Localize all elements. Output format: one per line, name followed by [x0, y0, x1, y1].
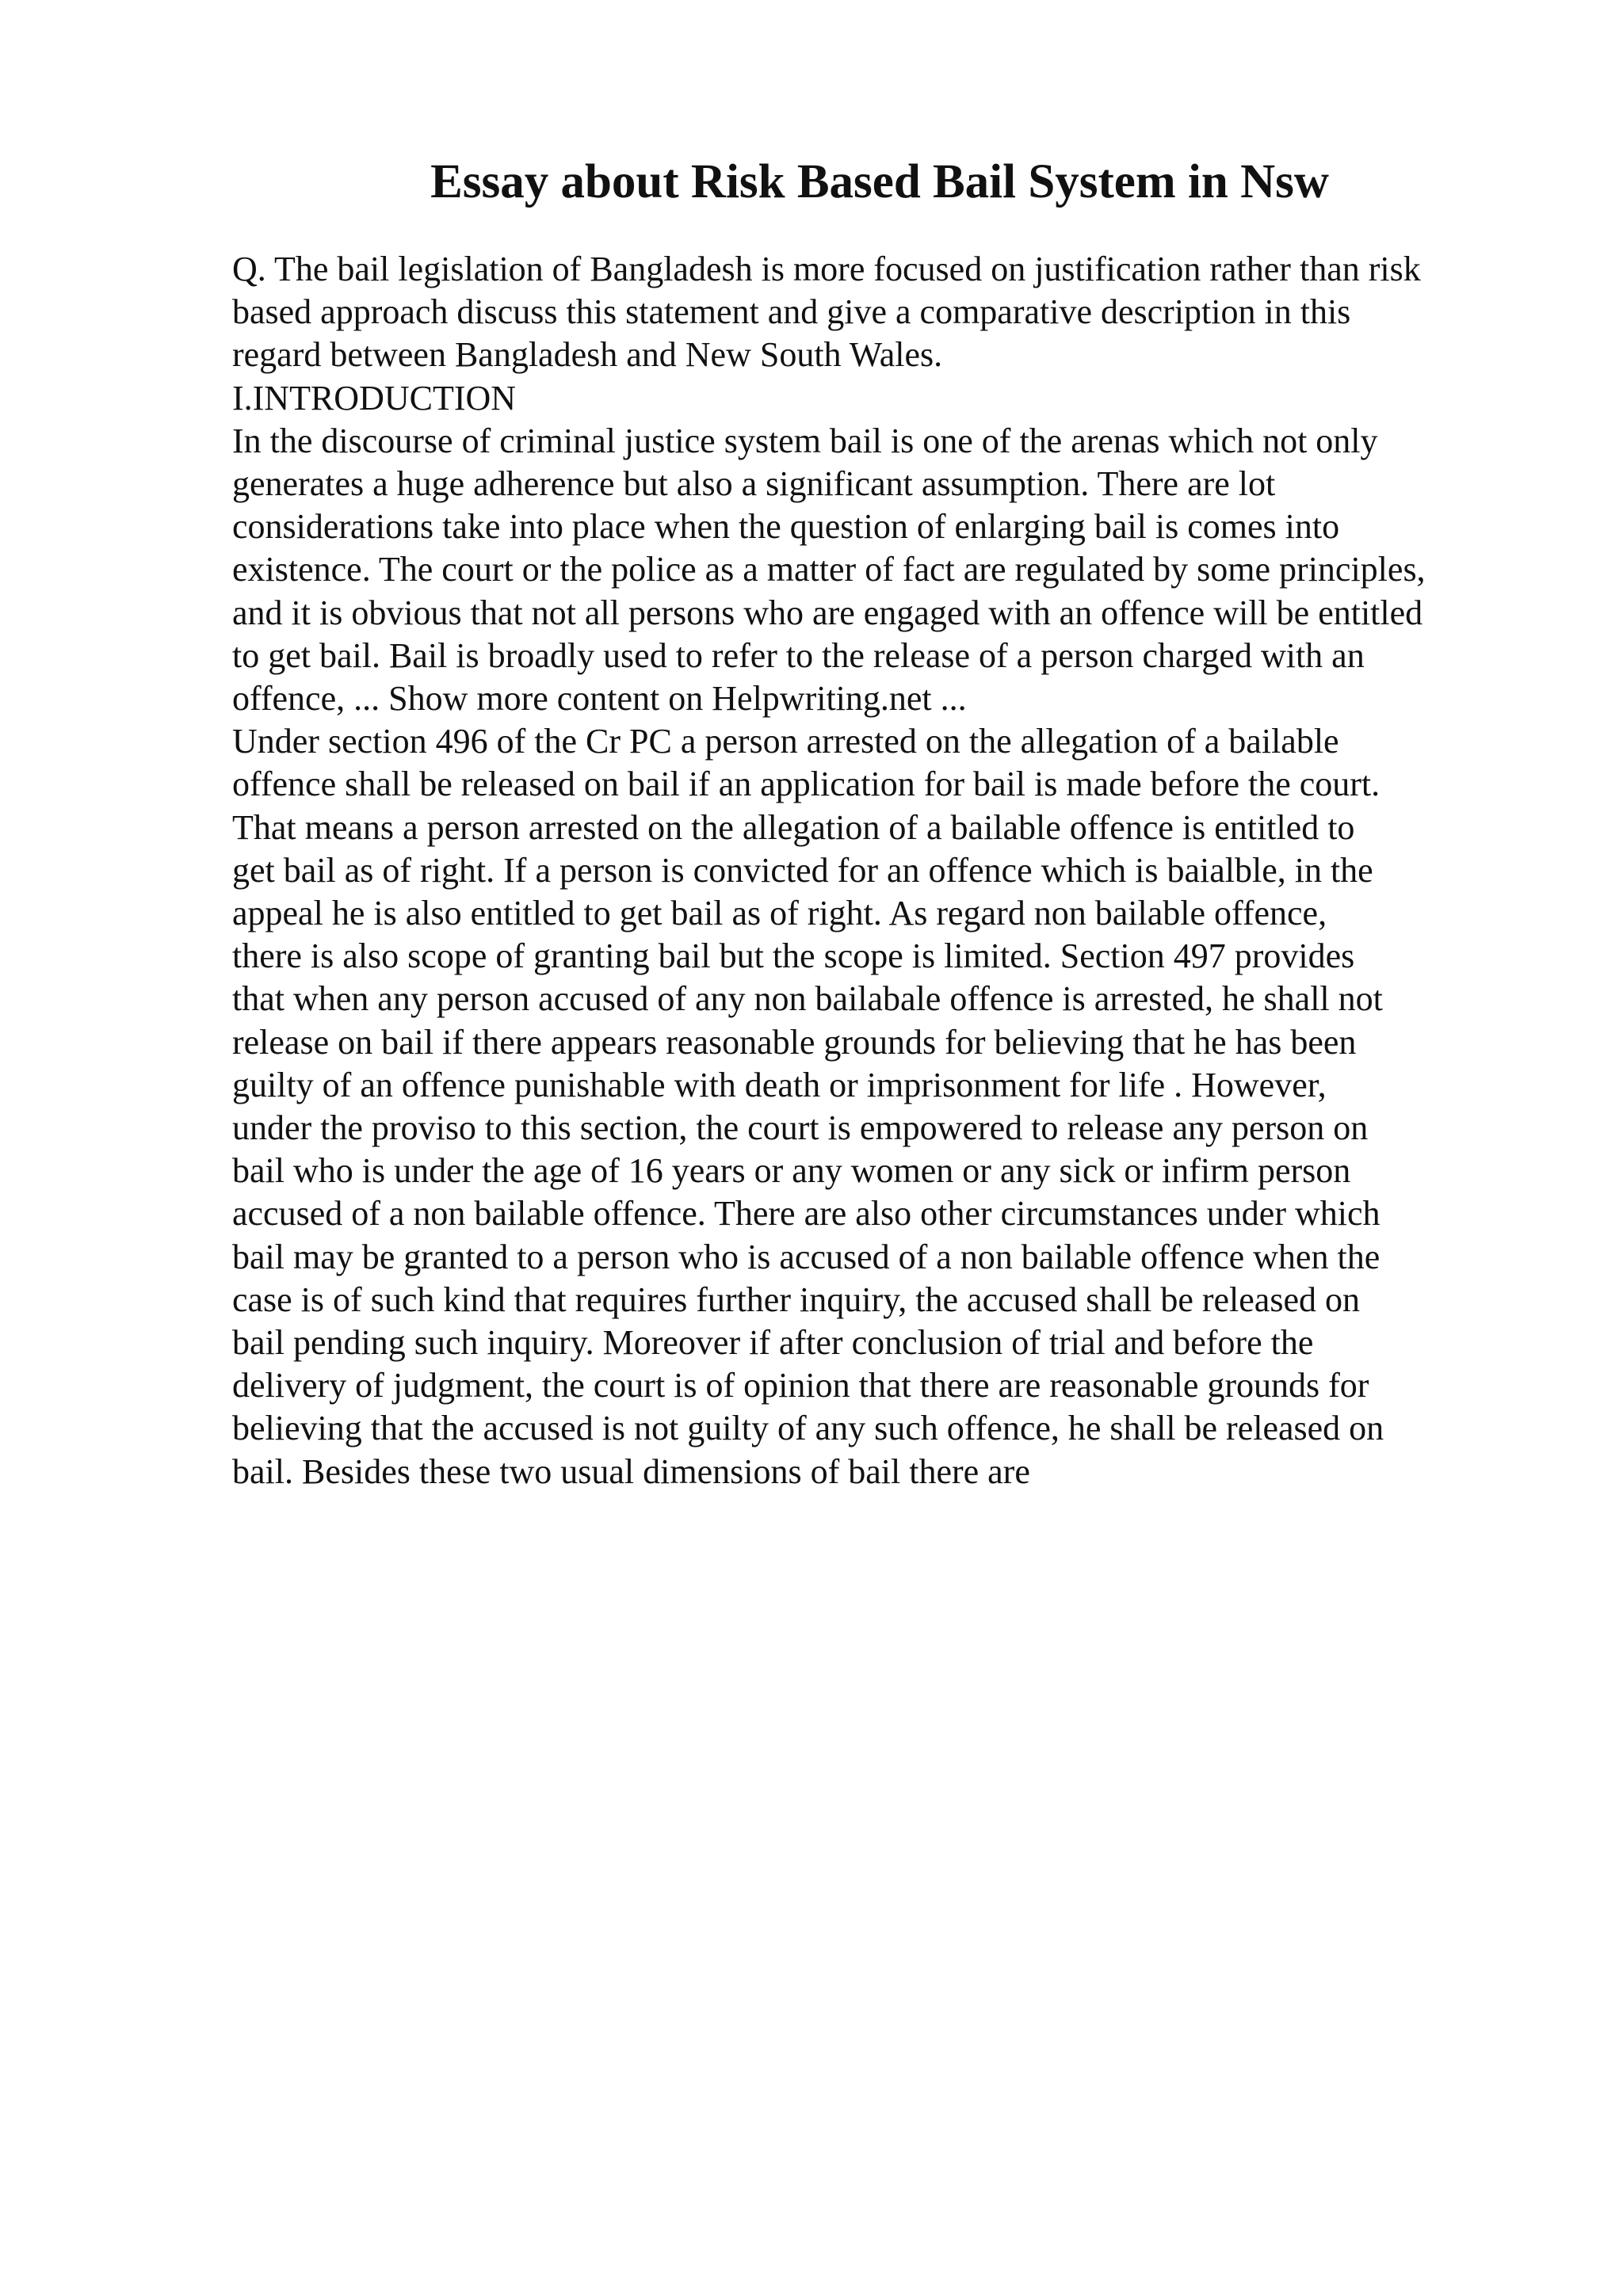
- text-line: appeal he is also entitled to get bail as of right. As regard non bailable offence,: [232, 894, 1327, 933]
- text-line: guilty of an offence punishable with death or imprisonment for life . However,: [232, 1065, 1327, 1104]
- text-line: and it is obvious that not all persons who are engaged with an offence will be entitled: [232, 593, 1423, 632]
- text-line: Under section 496 of the Cr PC a person arrested on the allegation of a bailable: [232, 722, 1339, 761]
- text-line: bail. Besides these two usual dimensions of bail there are: [232, 1451, 1030, 1491]
- text-line: believing that the accused is not guilty of any such offence, he shall be released on: [232, 1409, 1384, 1448]
- text-line: there is also scope of granting bail but the scope is limited. Section 497 provides: [232, 936, 1355, 976]
- text-line: In the discourse of criminal justice system bail is one of the arenas which not only: [232, 421, 1378, 460]
- essay-body: [232, 248, 1595, 1493]
- text-line: offence, ... Show more content on Helpwriting.net ...: [232, 679, 967, 719]
- text-line: considerations take into place when the question of enlarging bail is comes into: [232, 507, 1340, 547]
- text-line: accused of a non bailable offence. There are also other circumstances under which: [232, 1194, 1381, 1234]
- text-line: bail may be granted to a person who is accused of a non bailable offence when the: [232, 1237, 1381, 1276]
- text-line: regard between Bangladesh and New South Wales.: [232, 335, 943, 375]
- text-line: delivery of judgment, the court is of opinion that there are reasonable grounds for: [232, 1366, 1369, 1405]
- text-line: generates a huge adherence but also a significant assumption. There are lot: [232, 464, 1276, 504]
- text-line: under the proviso to this section, the court is empowered to release any person on: [232, 1108, 1369, 1148]
- text-line: release on bail if there appears reasonable grounds for believing that he has been: [232, 1022, 1357, 1062]
- text-line: based approach discuss this statement and give a comparative description in this: [232, 292, 1351, 332]
- section-heading: I.INTRODUCTION: [232, 378, 517, 418]
- text-line: case is of such kind that requires further inquiry, the accused shall be released on: [232, 1280, 1360, 1319]
- page-title: Essay about Risk Based Bail System in Nsw: [430, 155, 1329, 208]
- text-line: bail pending such inquiry. Moreover if after conclusion of trial and before the: [232, 1323, 1314, 1363]
- text-line: That means a person arrested on the allegation of a bailable offence is entitled to: [232, 807, 1355, 847]
- text-line: get bail as of right. If a person is convicted for an offence which is baialble, in the: [232, 850, 1373, 890]
- text-line: existence. The court or the police as a matter of fact are regulated by some principles,: [232, 550, 1426, 589]
- text-line: offence shall be released on bail if an application for bail is made before the court.: [232, 765, 1381, 804]
- text-line: that when any person accused of any non bailabale offence is arrested, he shall not: [232, 979, 1383, 1019]
- text-line: to get bail. Bail is broadly used to refer to the release of a person charged with an: [232, 635, 1365, 675]
- text-line: Q. The bail legislation of Bangladesh is more focused on justification rather than risk: [232, 250, 1421, 288]
- text-line: bail who is under the age of 16 years or any women or any sick or infirm person: [232, 1151, 1351, 1191]
